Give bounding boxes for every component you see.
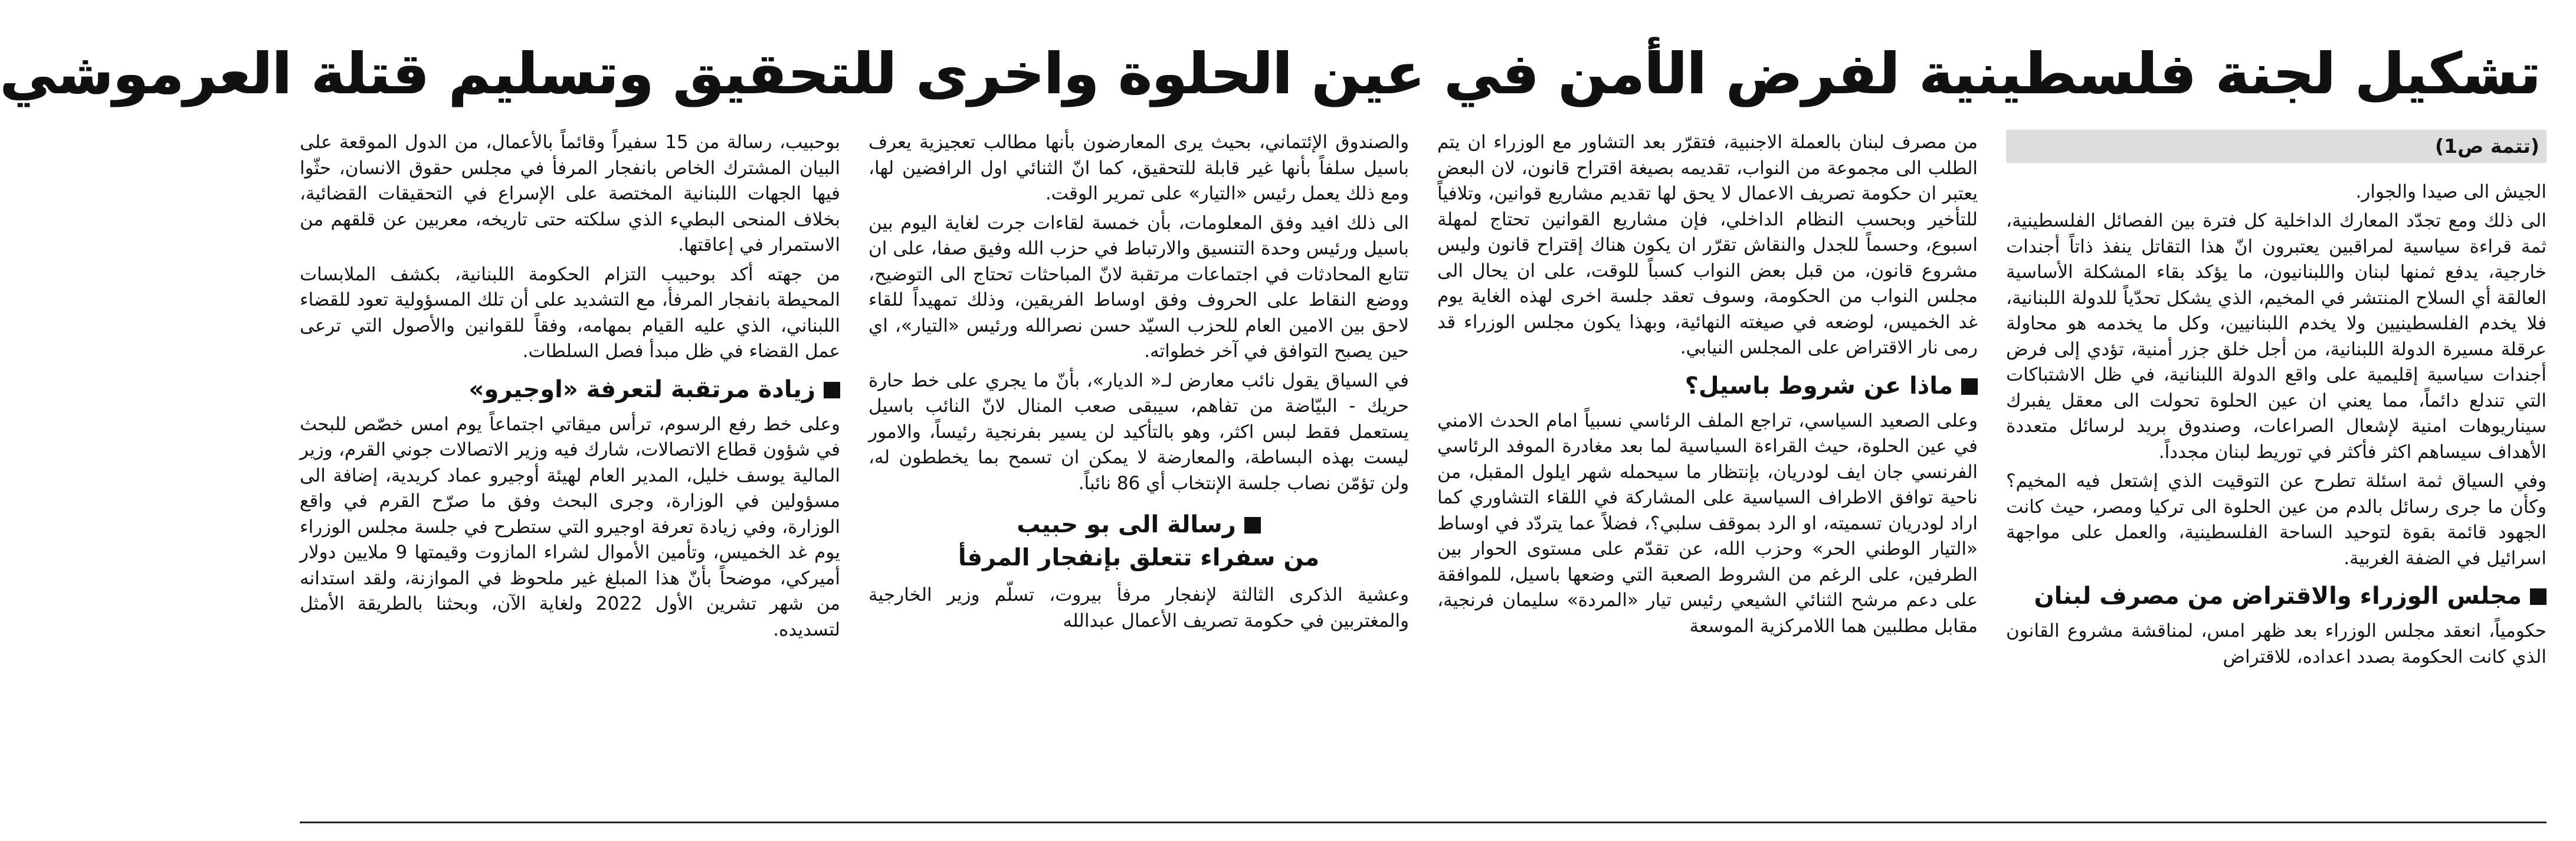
column-3 [869, 130, 1409, 809]
paragraph: الى ذلك افيد وفق المعلومات، بأن خمسة لقاءات جرت لغاية اليوم بين باسيل ورئيس وحدة التنسيق والارتباط في حزب الله وفيق صفا، على ان تتابع المحادثات في اجتماعات مرتقبة لانّ المباحثات تحتاج الى التوضيح، ووضع النقاط على الحروف وفق اوساط الفريقين، وذلك تمهيداً للقاء لاحق بين الامين العام للحزب السيّد حسن نصرالله ورئيس «التيار»، اي حين يصبح التوافق في آخر خطواته. [869, 212, 1409, 362]
paragraph: وعشية الذكرى الثالثة لإنفجار مرفأ بيروت، تسلّم وزير الخارجية والمغتربين في حكومة تصريف الأعمال عبدالله [869, 584, 1409, 631]
paragraph: وعلى خط رفع الرسوم، ترأس ميقاتي اجتماعاً يوم امس خصّص للبحث في شؤون قطاع الاتصالات، شارك فيه وزير الاتصالات جوني القرم، وزير المالية يوسف خليل، المدير العام لهيئة أوجيرو عماد كريدية، إضافة الى مسؤولين في الوزارة، وجرى البحث وفق ما صرّح القرم في واقع الوزارة، وفي زيادة تعرفة اوجيرو التي ستطرح في جلسة مجلس الوزراء يوم غد الخميس، وتأمين الأموال لشراء المازوت وقيمتها 9 ملايين دولار أميركي، موضحاً بأنّ هذا المبلغ غير ملحوظ في الموازنة، ولقد استدانه من شهر تشرين الأول 2022 ولغاية الآن، وبحثنا بالطريقة الأمثل لتسديده. [300, 413, 840, 640]
paragraph: الى ذلك ومع تجدّد المعارك الداخلية كل فترة بين الفصائل الفلسطينية، ثمة قراءة سياسية لمراقبين يعتبرون انّ هذا التقاتل ينفذ ذاتاً أجندات خارجية، يدفع ثمنها لبنان واللبنانيون، ما يؤكد بقاء المشكلة الأساسية العالقة أي السلاح المنتشر في المخيم، الذي يشكل تحدّياً للدولة اللبنانية، فلا يخدم الفلسطينيين ولا يخدم اللبنانيين، وكل ما يخدمه هو محاولة عرقلة مسيرة الدولة اللبنانية، من أجل خلق جزر أمنية، تؤدي إلى فرض أجندات سياسية إقليمية على واقع الدولة اللبنانية، في ظل الاشتباكات التي تندلع دائماً، مما يعني ان عين الحلوة تحولت الى معقل يفبرك سيناريوهات امنية لإشعال الصراعات، وصندوق بريد لرسائل متعددة الأهداف سيساهم اكثر فأكثر في توريط لبنان مجدداً. [2006, 210, 2546, 463]
paragraph: والصندوق الإئتماني، بحيث يرى المعارضون بأنها مطالب تعجيزية يعرف باسيل سلفاً بأنها غير قابلة للتحقيق، كما انّ الثنائي اول الرافضين لها، ومع ذلك يعمل رئيس «التيار» على تمرير الوقت. [869, 132, 1409, 204]
subhead-text: من سفراء تتعلق بإنفجار المرفأ [958, 544, 1320, 571]
subhead-text: زيادة مرتقبة لتعرفة «اوجيرو» [468, 375, 815, 403]
subhead [869, 541, 1409, 574]
paragraph: الجيش الى صيدا والجوار. [2355, 181, 2546, 202]
paragraph: بوحبيب، رسالة من 15 سفيراً وقائماً بالأعمال، من الدول الموقعة على البيان المشترك الخاص بانفجار المرفأ في مجلس حقوق الانسان، حثّوا فيها الجهات اللبنانية المختصة على الإسراع في التحقيقات القضائية، بخلاف المنحى البطيء الذي سلكته حتى تاريخه، معربين عن قلقهم من الاستمرار في إعاقتها. [300, 132, 840, 256]
continued-label: (تتمة ص1) [2006, 130, 2546, 163]
bottom-rule [300, 822, 2546, 823]
column-1 [2006, 130, 2546, 809]
paragraph: وعلى الصعيد السياسي، تراجع الملف الرئاسي نسبياً امام الحدث الامني في عين الحلوة، حيث القراءة السياسية لما بعد مغادرة الموفد الرئاسي الفرنسي جان ايف لودريان، بإنتظار ما سيحمله شهر ايلول المقبل، من ناحية توافق الاطراف السياسية على المشاركة في اللقاء التشاوري كما اراد لودريان تسميته، او الرد بموقف سلبي؟، فضلاً عما يتردّد في اوساط «التيار الوطني الحر» وحزب الله، عن تقدّم على مستوى الحوار بين الطرفين، على الرغم من الشروط الصعبة التي وضعها باسيل، للموافقة على دعم مرشح الثنائي الشيعي رئيس تيار «المردة» سليمان فرنجية، مقابل مطلبين هما اللامركزية الموسعة [1437, 410, 1978, 637]
square-bullet-icon [2530, 588, 2546, 605]
column-2 [1437, 130, 1978, 809]
paragraph: في السياق يقول نائب معارض لـ« الديار»، بأنّ ما يجري على خط حارة حريك - البيّاضة من تفاهم، سيبقى صعب المنال لانّ النائب باسيل يستعمل فقط لبس اكثر، وهو بالتأكيد لن يسير بفرنجية رئيساً، والامور ليست بهذه البساطة، والمعارضة لا يمكن ان تسمح بما يخططون له، ولن تؤمّن نصاب جلسة الإنتخاب أي 86 نائباً. [869, 369, 1409, 494]
square-bullet-icon [1244, 517, 1261, 534]
square-bullet-icon [824, 382, 840, 398]
article-columns [300, 130, 2546, 809]
square-bullet-icon [1961, 378, 1978, 395]
column-4 [300, 130, 840, 809]
subhead-text: مجلس الوزراء والاقتراض من مصرف لبنان [2034, 583, 2522, 610]
paragraph: من جهته أكد بوحبيب التزام الحكومة اللبنانية، بكشف الملابسات المحيطة بانفجار المرفأ، مع التشديد على أن تلك المسؤولية تعود للقضاء اللبناني، الذي عليه القيام بمهامه، وفقاً للقوانين والأصول التي ترعى عمل القضاء في ظل مبدأ فصل السلطات. [300, 263, 840, 362]
subhead [1437, 369, 1978, 402]
paragraph: حكومياً، انعقد مجلس الوزراء بعد ظهر امس، لمناقشة مشروع القانون الذي كانت الحكومة بصدد اعداده، للاقتراض [2006, 620, 2546, 667]
subhead [869, 508, 1409, 541]
subhead [300, 373, 840, 406]
paragraph: وفي السياق ثمة اسئلة تطرح عن التوقيت الذي إشتعل فيه المخيم؟ وكأن ما جرى رسائل بالدم من عين الحلوة الى تركيا ومصر، حيث كانت الجهود قائمة بقوة لتوحيد الساحة الفلسطينية، والعمل على مواجهة اسرائيل في الضفة الغربية. [2006, 470, 2546, 569]
subhead [2006, 580, 2546, 613]
subhead-text: ماذا عن شروط باسيل؟ [1684, 372, 1953, 400]
headline: تشكيل لجنة فلسطينية لفرض الأمن في عين الحلوة واخرى للتحقيق وتسليم قتلة العرموشي [0, 41, 2541, 107]
subhead-text: رسالة الى بو حبيب [1017, 511, 1236, 538]
paragraph: من مصرف لبنان بالعملة الاجنبية، فتقرّر بعد التشاور مع الوزراء ان يتم الطلب الى مجموعة من النواب، تقديمه بصيغة اقتراح قانون، لان البعض يعتبر ان حكومة تصريف الاعمال لا يحق لها تقديم مشاريع قوانين، وتلافياً للتأخير وبحسب النظام الداخلي، فإن مشاريع القوانين تحتاج لمهلة اسبوع، وحسماً للجدل والنقاش تقرّر ان يكون هناك إقتراح قانون وليس مشروع قانون، من قبل بعض النواب كسباً للوقت، على ان يحال الى مجلس النواب من الحكومة، وسوف تعقد جلسة اخرى لهذه الغاية يوم غد الخميس، لوضعه في صيغته النهائية، وبهذا يكون مجلس الوزراء قد رمى نار الاقتراض على المجلس النيابي. [1437, 132, 1978, 358]
